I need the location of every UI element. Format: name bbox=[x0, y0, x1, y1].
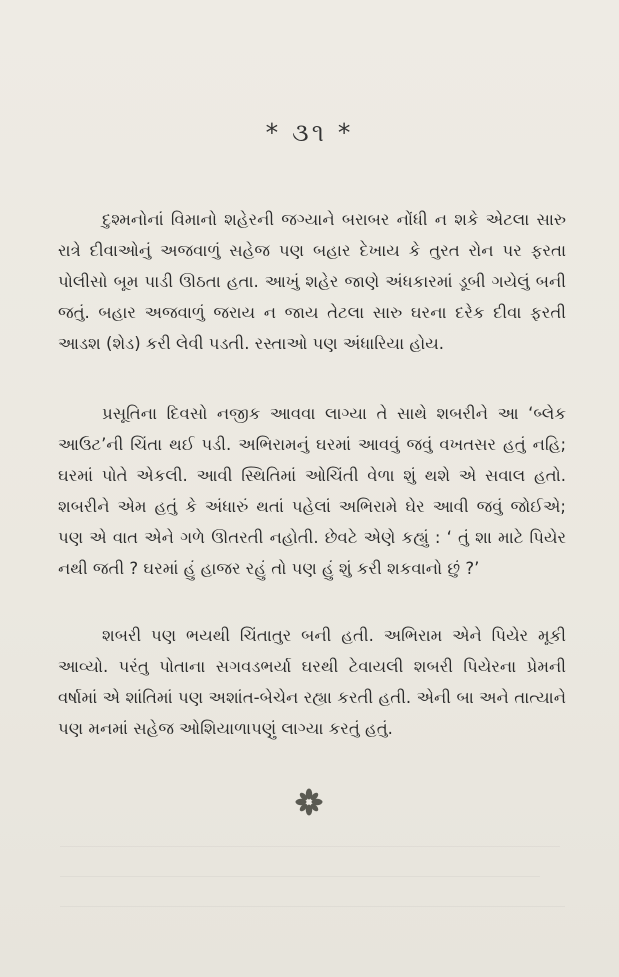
paragraph-text: પ્રસૂતિના દિવસો નજીક આવવા લાગ્યા તે સાથે શબરીને આ ‘બ્લેક આઉટ’ની ચિંતા થઈ પડી. અભિરામનું ઘરમાં આવવું જવું વખતસર હતું નહિ; ઘરમાં પોતે એકલી. આવી સ્થિતિમાં ઓચિંતી વેળા શું થશે એ સવાલ હતો. શબરીને એમ હતું કે અંધારું થતાં પહેલાં અભિરામે ઘેર આવી જવું જોઈએ; પણ એ વાત એને ગળે ઊતરતી નહોતી. છેવટે એણે કહ્યું : ‘ તું શા માટે પિયેર નથી જતી ? ઘરમાં હું હાજર રહું તો પણ હું શું કરી શકવાનો છું ?’ bbox=[58, 404, 566, 578]
bleed-through-line bbox=[60, 876, 540, 877]
paragraph-1 bbox=[58, 204, 566, 359]
bleed-through-line bbox=[60, 906, 565, 907]
chapter-heading: * ૩૧ * bbox=[265, 118, 354, 147]
paragraph-text: દુશ્મનોનાં વિમાનો શહેરની જગ્યાને બરાબર નોંધી ન શકે એટલા સારુ રાત્રે દીવાઓનું અજવાળું સહેજ પણ બહાર દેખાય કે તુરત રોન પર ફરતા પોલીસો બૂમ પાડી ઊઠતા હતા. આખું શહેર જાણે અંધકારમાં ડૂબી ગયેલું બની જતું. બહાર અજવાળું જરાય ન જાય તેટલા સારુ ઘરના દરેક દીવા ફરતી આડશ (શેડ) કરી લેવી પડતી. રસ્તાઓ પણ અંધારિયા હોય. bbox=[58, 210, 566, 353]
paragraph-text: શબરી પણ ભયથી ચિંતાતુર બની હતી. અભિરામ એને પિયેર મૂકી આવ્યો. પરંતુ પોતાના સગવડભર્યા ઘરથી ટેવાયલી શબરી પિયેરના પ્રેમની વર્ષામાં એ શાંતિમાં પણ અશાંત-બેચેન રહ્યા કરતી હતી. એની બા અને તાત્યાને પણ મનમાં સહેજ ઓશિયાળાપણું લાગ્યા કરતું હતું. bbox=[58, 626, 566, 738]
flower-ornament-icon bbox=[295, 788, 323, 816]
bleed-through-line bbox=[60, 846, 560, 847]
paragraph-3 bbox=[58, 620, 566, 744]
paragraph-2 bbox=[58, 398, 566, 584]
